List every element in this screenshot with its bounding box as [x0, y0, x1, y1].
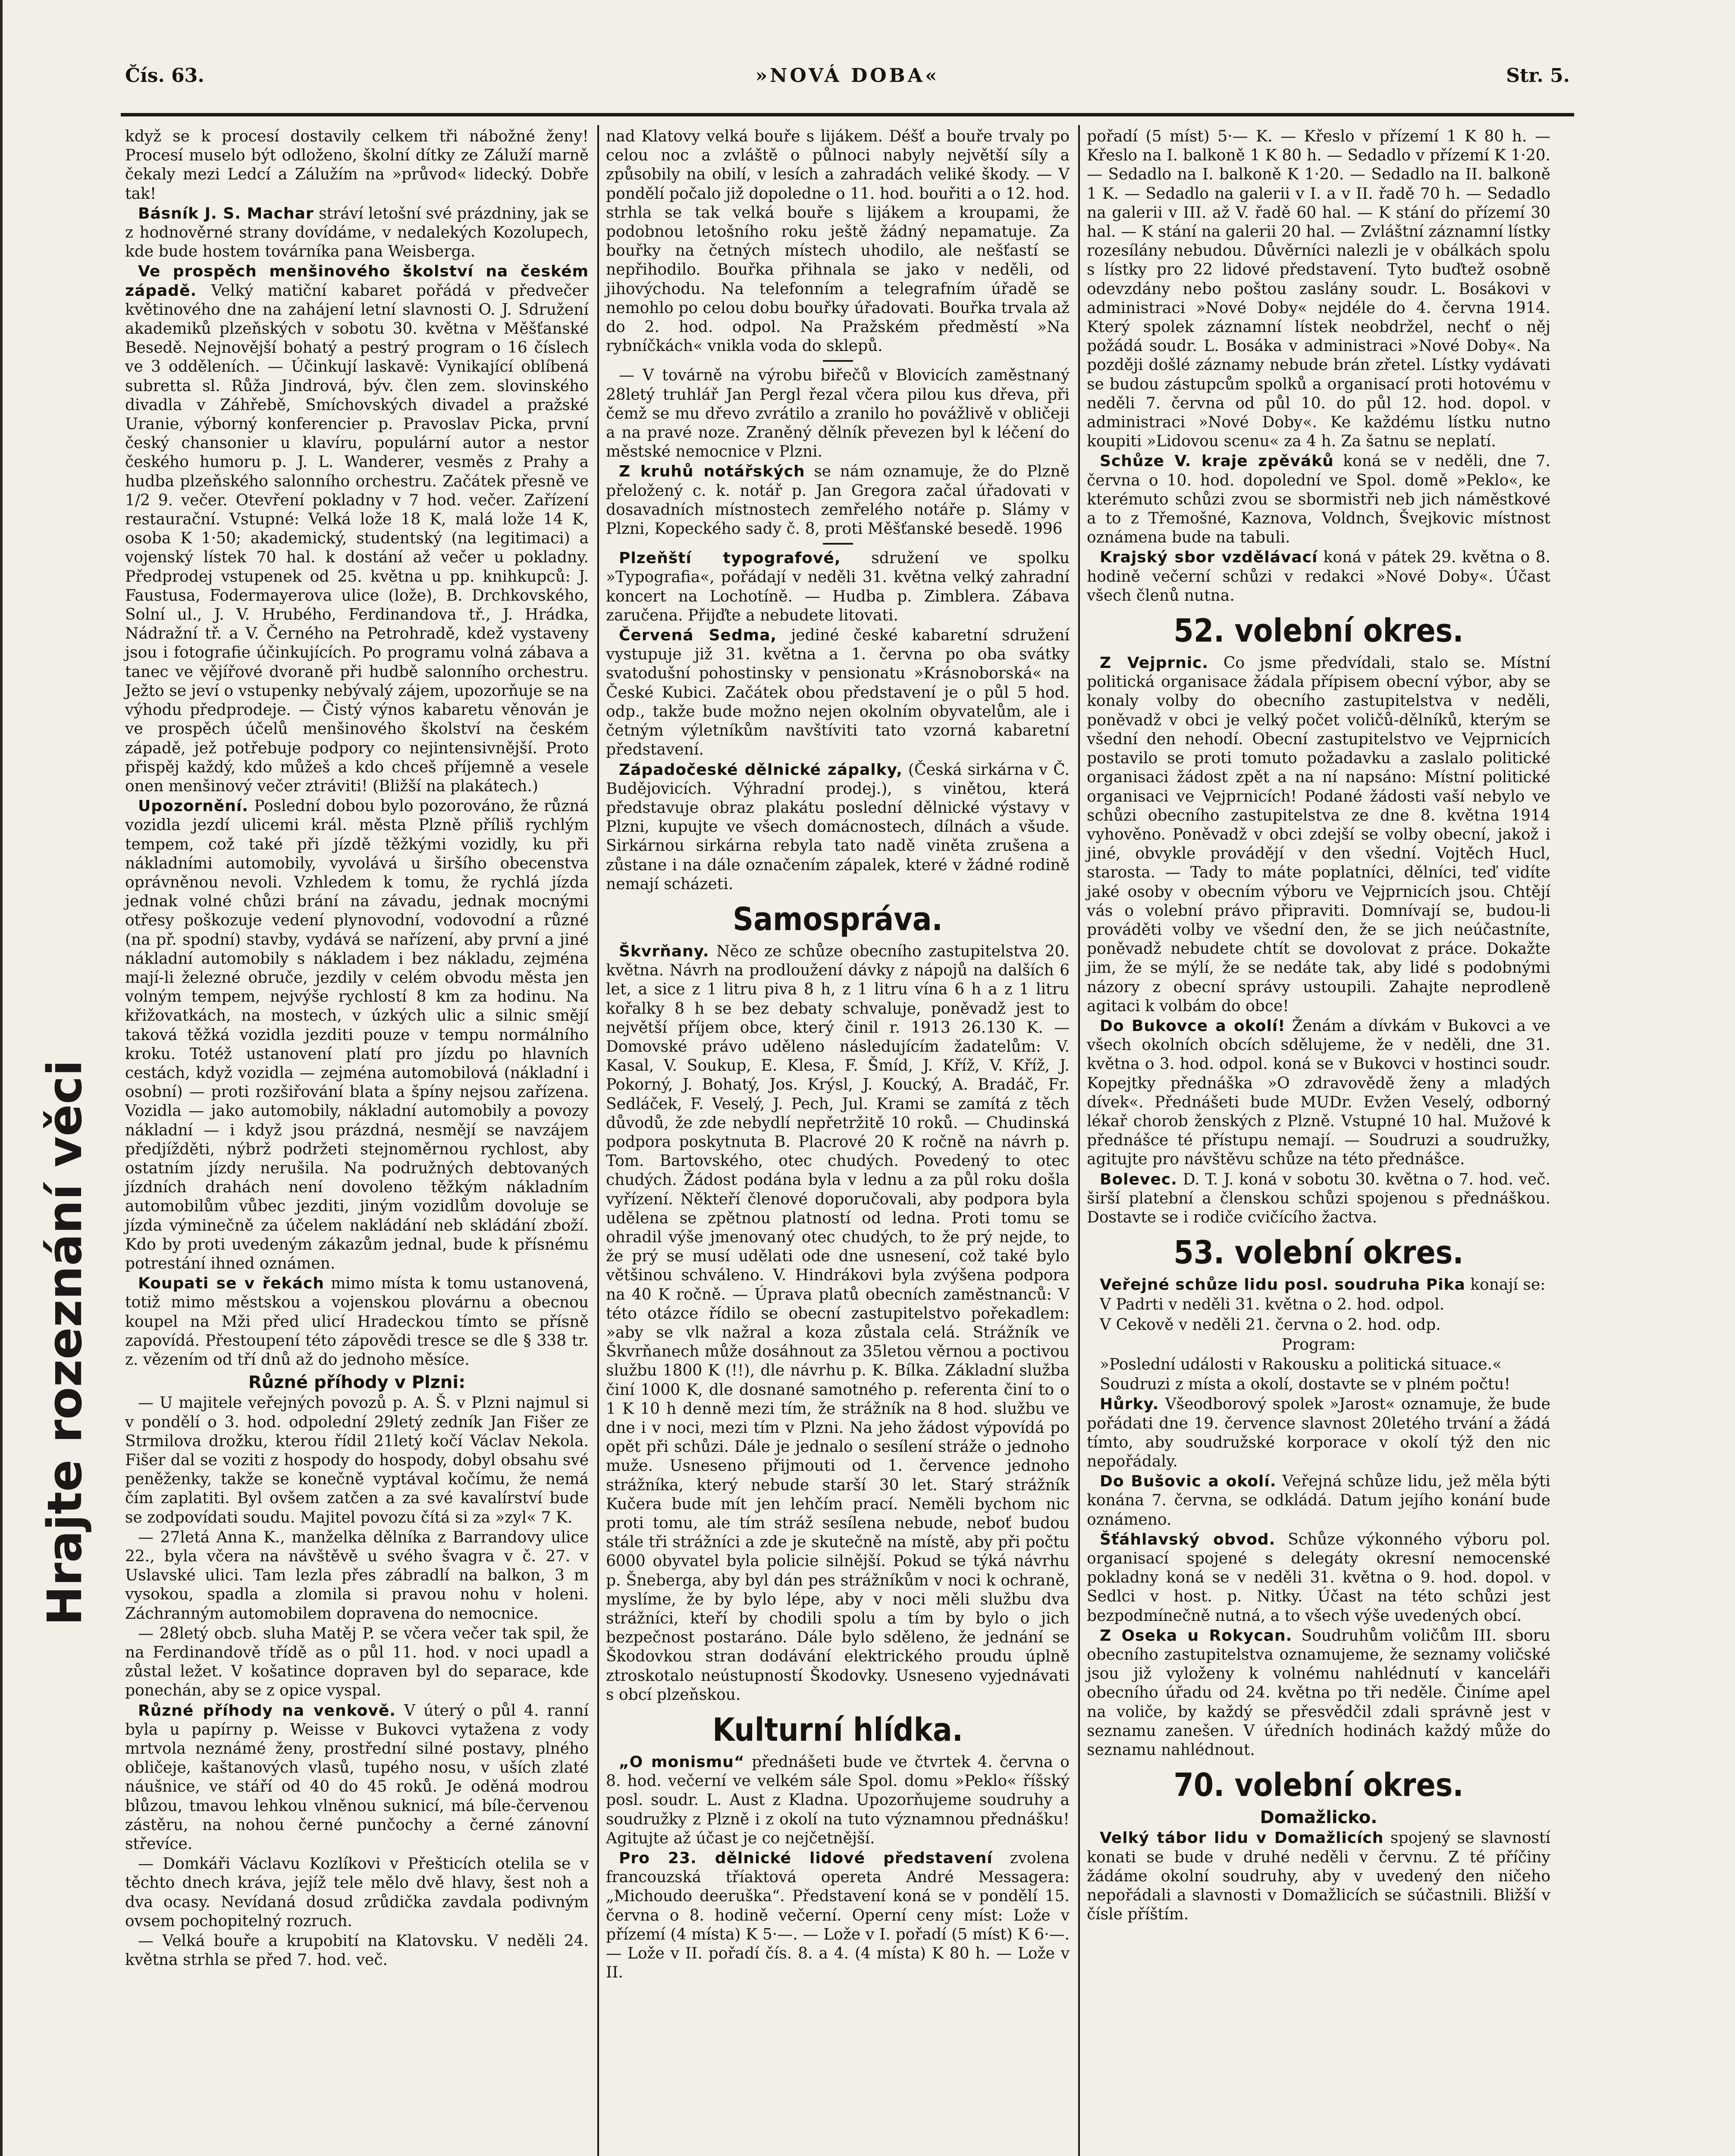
- article-paragraph: [606, 942, 1070, 1705]
- binding-edge: [0, 517, 92, 2113]
- section-heading: 70. volební okres.: [1173, 1767, 1464, 1804]
- article-text: (Česká sirkárna v Č. Budějovicích. Výhradní prodej.), s vinětou, která představuje obraz plakátu poslední dělnické výstavy v Plzni, kupujte ve všech domácnostech, dílnách a všude. Sirkárnou sirkárna rebyla tato nadě viněta zrušena a zůstane i na dále označením zápalek, které v žádné rodině nemají scházeti.: [606, 761, 1070, 893]
- article-headline: Básník J. S. Machar: [138, 204, 314, 222]
- article-headline: Krajský sbor vzdělávací: [1100, 548, 1318, 567]
- article-paragraph: [606, 127, 1070, 356]
- article-text: stráví letošní své prázdniny, jak se z hodnověrné strany dovídáme, v nedalekých Kozolupech, kde bude hostem továrníka pana Weisberga.: [125, 204, 589, 261]
- column-1: [125, 127, 589, 2156]
- article-text: — V továrně na výrobu biřečů v Blovicích zaměstnaný 28letý truhlář Jan Pergl řezal včera pilou kus dřeva, při čemž se mu dřevo zvrátilo a zranilo ho povážlivě v obličeji a na pravé noze. Zraněný dělník převezen byl k léčení do městské nemocnice v Plzni.: [606, 367, 1070, 461]
- article-paragraph: [1087, 1017, 1550, 1169]
- article-text: přednášeti bude ve čtvrtek 4. června o 8. hod. večerní ve velkém sále Spol. domu »Peklo« říšský posl. soudr. L. Aust z Kladna. Upozorňujeme soudruhy a soudružky z Plzně i z okolí na tuto významnou přednášku! Agitujte až účast je co nejčetnější.: [606, 1753, 1070, 1847]
- article-headline: Pro 23. dělnické lidové představení: [619, 1849, 993, 1868]
- article-paragraph: [606, 366, 1070, 461]
- column-divider: [1078, 125, 1080, 2156]
- article-paragraph: [125, 1855, 589, 1931]
- article-text: — 27letá Anna K., manželka dělníka z Barrandovy ulice 22., byla včera na návštěvě u svého švagra v č. 27. v Uslavské ulici. Tam lezla přes zábradlí na balkon, 3 m vysokou, spadla a zlomila si pravou nohu v holeni. Záchranným automobilem dopravena do nemocnice.: [125, 1528, 589, 1623]
- article-paragraph: [125, 127, 589, 204]
- article-text: nad Klatovy velká bouře s lijákem. Déšť a bouře trvaly po celou noc a zvláště o půlnoci nabyly největší síly a způsobily na obilí, v lesích a zahradách veliké škody. — V pondělí počalo již dopoledne o 11. hod. bouřiti a o 12. hod. strhla se tak velká bouře s lijákem a kroupami, že podobnou letošního roku ještě žádný nepamatuje. Za bouřky na četných místech uhodilo, ale nešťastí se nepřihodilo. Bouřka přihnala se jako v neděli, od jihovýchodu. Na telefonním a telegrafním úřadě se nemohlo po celou dobu bouřky úřadovati. Bouřka trvala až do 2. hod. odpol. Na Pražském předměstí »Na rybníčkách« vnikla voda do sklepů.: [606, 128, 1070, 355]
- article-headline: Koupati se v řekách: [138, 1275, 324, 1293]
- article-headline: Různé příhody na venkově.: [138, 1702, 396, 1720]
- article-paragraph: [1087, 1275, 1550, 1294]
- article-text: Ženám a dívkám v Bukovci a ve všech okolních obcích sdělujeme, že v neděli, dne 31. května o 3. hod. odpol. koná se v Bukovci v hostinci soudr. Kopejtky přednáška »O zdravovědě ženy a mladých dívek«. Přednášeti bude MUDr. Evžen Veselý, odborný lékař chorob ženských z Plzně. Vstupné 10 hal. Mužové k přednášce té přístupu nemají. — Soudruzi a soudružky, agitujte pro návštěvu schůze na této přednášce.: [1087, 1017, 1550, 1169]
- article-paragraph: [606, 549, 1070, 625]
- article-paragraph: [606, 1753, 1070, 1848]
- article-paragraph: [125, 1624, 589, 1701]
- article-paragraph: [1087, 1170, 1550, 1228]
- article-paragraph: [1087, 1335, 1550, 1354]
- article-headline: Bolevec.: [1100, 1170, 1177, 1188]
- column-divider: [597, 125, 599, 2156]
- article-text: Schůze výkonného výboru pol. organisací spojené s delegáty okresní nemocenské pokladny koná se v neděli 31. května o 9. hod. dopol. v Sedlci v host. p. Nitky. Účast na této schůzi jest bezpodmínečně nutná, a to všech výše uvedených obcí.: [1087, 1530, 1550, 1625]
- article-text: jediné české kabaretní sdružení vystupuje již 31. května a 1. června po oba svátky svatodušní pohostinsky v pensionatu »Krásnoborská« na České Kubici. Začátek obou představení je o půl 5 hod. odp., takže bude možno nejen okolním obyvatelům, ale i četným výletníkům navštíviti tato vzorná kabaretní představení.: [606, 627, 1070, 759]
- article-text: koná se v neděli, dne 7. června o 10. hod. dopolední ve Spol. domě »Peklo«, ke kterémuto schůzi zvou se sbormistři neb jich náměstkové a to z Třemošné, Kaznova, Voldnch, Švejkovic místnost oznámena bude na tabuli.: [1087, 452, 1550, 547]
- article-headline: Šťáhlavský obvod.: [1100, 1530, 1276, 1548]
- section-heading: Kulturní hlídka.: [712, 1711, 963, 1749]
- article-paragraph: [606, 761, 1070, 894]
- article-paragraph: [125, 1932, 589, 1970]
- article-headline: Ve prospěch menšinového školství na českém západě.: [125, 263, 589, 300]
- article-headline: Západočeské dělnické zápalky,: [619, 761, 903, 779]
- subheading: Domažlicko.: [1260, 1808, 1377, 1828]
- article-headline: Z kruhů notářských: [619, 463, 805, 481]
- binding-edge-text: Hrajte rozeznání věci: [37, 1059, 92, 1626]
- article-text: sdružení ve spolku »Typografia«, pořádají v neděli 31. května velký zahradní koncert na Lochotíně. — Hudba p. Zimblera. Zábava zaručena. Přijďte a nebudete litovati.: [606, 549, 1070, 624]
- separator: [823, 360, 853, 362]
- subheading: Různé příhody v Plzni:: [248, 1373, 466, 1393]
- article-paragraph: [606, 462, 1070, 539]
- column-2: [606, 127, 1070, 2156]
- article-headline: „O monismu“: [619, 1753, 745, 1771]
- article-paragraph: [125, 1394, 589, 1527]
- article-text: se nám oznamuje, že do Plzně přeložený c. k. notář p. Jan Gregora začal úřadovati v dosavadních místnostech zemřelého notáře p. Slámy v Plzni, Kopeckého sady č. 8, proti Měšťanské besedě. 1996: [606, 463, 1070, 538]
- article-text: když se k procesí dostavily celkem tři nábožné ženy! Procesí muselo být odloženo, školní dítky ze Záluží marně čekaly mezi Ledcí a Zálužím na »průvod« lidecký. Dobře tak!: [125, 128, 589, 203]
- header-rule: [121, 113, 1574, 116]
- article-headline: Upozornění.: [138, 797, 248, 815]
- article-paragraph: [1087, 1295, 1550, 1314]
- article-headline: Hůrky.: [1100, 1395, 1159, 1413]
- article-text: D. T. J. koná v sobotu 30. května o 7. hod. več. širší platební a členskou schůzi spojenou s přednáškou. Dostavte se i rodiče cvičícího žactva.: [1087, 1170, 1550, 1226]
- article-paragraph: [1087, 1626, 1550, 1760]
- article-paragraph: [125, 204, 589, 262]
- page-header: [125, 65, 1570, 99]
- article-text: V Cekově v neděli 21. června o 2. hod. odp.: [1100, 1316, 1441, 1334]
- article-paragraph: [1087, 452, 1550, 547]
- column-3: [1087, 127, 1550, 2156]
- article-headline: Schůze V. kraje zpěváků: [1100, 452, 1334, 470]
- page-number: Str. 5.: [1506, 65, 1570, 87]
- article-text: V úterý o půl 4. ranní byla u papírny p. Weisse v Bukovci vytažena z vody mrtvola neznámé ženy, prostřední silné postavy, plného obličeje, kaštanových vlasů, tupého nosu, v uších zlaté náušnice, ve stáří od 40 do 45 roků. Je oděná modrou blůzou, tmavou lehkou vlněnou suknicí, má bíle-červenou zástěru, na nohou černé punčochy a černé zánovní střevíce.: [125, 1702, 589, 1853]
- article-text: Poslední dobou bylo pozorováno, že různá vozidla jezdí ulicemi král. města Plzně příliš rychlým tempem, což také při jízdě těžkými vozidly, ku při nákladními automobily, vyvolává u širšího obecenstva oprávněnou nevoli. Vzhledem k tomu, že rychlá jízda jednak volné chůzi brání na závadu, jednak mocnými otřesy poškozuje vedení plynovodní, vodovodní a různé (na př. spodní) stavby, vydává se nařízení, aby první a jiné nákladní automobily s nákladem i bez nákladu, zejména mají-li železné obruče, jezdily v celém obvodu města jen volným tempem, nejvýše rychlostí 8 km za hodinu. Na křižovatkách, na mostech, v úzkých ulic a silnic smějí taková těžká vozidla jezditi pouze v tempu normálního kroku. Totéž ustanovení platí pro jízdu po hlavních cestách, když vozidla — zejména automobilová (nákladní i osobní) — proti rozšiřování blata a špíny nejsou zařízena. Vozidla — jako automobily, nákladní automobily a povozy nákladní — i když jsou prázdná, nesmějí se navzájem předjížděti, nýbrž podržeti stejnoměrnou rychlost, aby ostatním jízdy nerušila. Na podružných debtovaných jízdních drahách není dovoleno těžkým nákladním automobilům vůbec jezditi, jiným vozidlům dovoluje se jízda výminečně za účelem nakládání neb skládání zboží. Kdo by proti uvedeným zákazům jednal, bude k přísnému potrestání ihned oznámen.: [125, 797, 589, 1272]
- article-text: mimo místa k tomu ustanovená, totiž mimo městskou a vojenskou plovárnu a obecnou koupel na Mži před ulicí Hradeckou tímto se přísně zapovídá. Přestoupení této zápovědi tresce se dle § 338 tr. z. vězením od tří dnů až do jednoho měsíce.: [125, 1275, 589, 1369]
- article-paragraph: [125, 797, 589, 1273]
- article-paragraph: [1087, 1530, 1550, 1626]
- article-text: Všeodborový spolek »Jarost« oznamuje, že bude pořádati dne 19. července slavnost 20letého trvání a žádá tímto, aby soudružské korporace v okolí týž den nic nepořádaly.: [1087, 1395, 1550, 1470]
- article-paragraph: [125, 262, 589, 796]
- article-text: zvolena francouzská tříaktová opereta André Messagera: „Michoudo deeruška“. Představení koná se v pondělí 15. června o 8. hodině večerní. Operní ceny míst: Lože v přízemí (4 místa) K 5·—. — Lože v I. pořadí (5 míst) K 6·—. — Lože v II. pořadí čís. 8. a 4. (4 místa) K 80 h. — Lože v II.: [606, 1849, 1070, 1982]
- article-text: Co jsme předvídali, stalo se. Místní politická organisace žádala přípisem obecní výbor, aby se konaly volby do obecního zastupitelstva v neděli, poněvadž v obci je velký počet voličů-dělníků, kterým se všední den nehodí. Obecní zastupitelstvo ve Vejprnicích postavilo se proti tomuto požadavku a zaslalo politické organisaci žádost zpět a na ní napsáno: Místní politické organisaci ve Vejprnicích! Podané žádosti vaší nebylo ve schůzi obecního zastupitelstva ze dne 8. května 1914 vyhověno. Poněvadž v obci zdejší se volby obecní, jakož i jiné, obvykle provádějí v den všední. Vojtěch Hucl, starosta. — Tady to máte poplatníci, dělníci, teď vidíte jaké osoby v obecním výboru ve Vejprnicích jsou. Chtějí vás o volební právo připraviti. Domnívají se, budou-li prováděti volby ve všední den, že se jich neúčastníte, poněvadž nebudete chtít se dovolovat z práce. Dokažte jim, že se mýlí, že se nedáte tak, aby lidé s podobnými názory z obecní správy ustoupili. Zahajte neprodleně agitaci k volbám do obce!: [1087, 654, 1550, 1015]
- article-paragraph: [1087, 654, 1550, 1016]
- section-heading: Samospráva.: [733, 900, 943, 938]
- article-headline: Škvrňany.: [619, 942, 709, 960]
- article-text: — Domkáři Václavu Kozlíkovi v Přešticích otelila se v těchto dnech kráva, jejíž tele mělo dvě hlavy, šest noh a dva ocasy. Nevídaná dosud zrůdička zavdala podivným ovsem pochopitelný rozruch.: [125, 1855, 589, 1930]
- article-paragraph: [1087, 1355, 1550, 1374]
- article-text: Velký matiční kabaret pořádá v předvečer květinového dne na zahájení letní slavnosti O. J. Sdružení akademiků plzeňských v sobotu 30. května v Měšťanské Besedě. Nejnovější bohatý a pestrý program o 16 číslech ve 3 odděleních. — Účinkují laskavě: Vynikající oblíbená subretta sl. Růža Jindrová, býv. člen zem. slovinského divadla v Záhřebě, Smíchovských divadel a pražské Uranie, výborný konferencier p. Pravoslav Picka, první český chansonier u klavíru, populární autor a nestor českého humoru p. J. L. Wanderer, vesměs z Prahy a hudba plzeňského salonního orchestru. Začátek přesně ve 1/2 9. večer. Otevření pokladny v 7 hod. večer. Zařízení restaurační. Vstupné: Velká lože 18 K, malá lože 14 K, osoba K 1·50; akademický, studentský (na legitimaci) a vojenský lístek 70 hal. k dostání až večer u pokladny. Předprodej vstupenek od 25. května u pp. knihkupců: J. Faustusa, Fodermayerova ulice (lože), B. Drchkovského, Solní ul., J. V. Hrubého, Ferdinandova tř., J. Hrádka, Nádražní tř. a V. Černého na Petrohradě, kdež vystaveny jsou i fotografie účinkujících. Po programu volná zábava a tanec ve vějířové dvoraně při hudbě salonního orchestru. Ježto se jeví o vstupenky nebývalý zájem, upozorňuje se na výhodu předprodeje. — Čistý výnos kabaretu věnován je ve prospěch účelů menšinového školství na českém západě, jež potřebuje podpory co nejintensivnější. Proto přispěj každý, kdo můžeš a kdo chceš příjemně a vesele onen menšinový večer ztráviti! (Bližší na plakátech.): [125, 282, 589, 795]
- article-paragraph: [1087, 1395, 1550, 1471]
- article-paragraph: [606, 626, 1070, 759]
- article-headline: Červená Sedma,: [619, 627, 777, 645]
- article-text: »Poslední události v Rakousku a politická situace.«: [1100, 1355, 1502, 1373]
- issue-number: Čís. 63.: [125, 65, 204, 87]
- section-heading: 52. volební okres.: [1173, 612, 1464, 650]
- article-paragraph: [1087, 127, 1550, 451]
- article-text: Soudruzi z místa a okolí, dostavte se v plném počtu!: [1100, 1376, 1511, 1394]
- separator: [823, 543, 853, 545]
- article-paragraph: [1087, 1316, 1550, 1335]
- article-text: Veřejná schůze lidu, jež měla býti konána 7. června, se odkládá. Datum jejího konání bude oznámeno.: [1087, 1473, 1550, 1529]
- article-text: V Padrti v neděli 31. května o 2. hod. odpol.: [1100, 1296, 1445, 1314]
- article-text: Program:: [1281, 1335, 1356, 1354]
- article-text: — Velká bouře a krupobití na Klatovsku. V neděli 24. května strhla se před 7. hod. več.: [125, 1932, 589, 1969]
- article-paragraph: [1087, 548, 1550, 605]
- article-headline: Do Bukovce a okolí!: [1100, 1017, 1286, 1035]
- article-text: Soudruhům voličům III. sboru obecního zastupitelstva oznamujeme, že seznamy voličské jsou již vyloženy k volnému nahlédnutí v kanceláři obecního úřadu od 24. května po tři neděle. Činíme apel na voliče, by každý se přesvědčil zdali správně jest v seznamu zanešen. V úředních hodinách každý může do seznamu nahlédnout.: [1087, 1626, 1550, 1759]
- article-text: konají se:: [1470, 1276, 1546, 1294]
- newspaper-title: »NOVÁ DOBA«: [755, 65, 940, 87]
- section-heading: 53. volební okres.: [1173, 1234, 1464, 1272]
- article-text: — U majitele veřejných povozů p. A. Š. v Plzni najmul si v pondělí o 3. hod. odpolední 29letý zedník Jan Fišer ze Strmilova drožku, kterou řídil 21letý kočí Václav Nekola. Fišer dal se voziti z hospody do hospody, dobyl obsahu své peněženky, takže se konečně vyptával kočímu, že nemá čím zaplatiti. Byl ovšem zatčen a za své kavalírství bude se zodpovídati soudu. Majitel povozu čítá si za »zyl« 7 K.: [125, 1394, 589, 1526]
- article-paragraph: [125, 1528, 589, 1623]
- article-text: spojený se slavností konati se bude v druhé neděli v červnu. Z té příčiny žádáme okolní soudruhy, aby v uvedený den ničeho nepořádali a slavnosti v Domažlicích se súčastnili. Bližší v čísle příštím.: [1087, 1829, 1550, 1924]
- article-headline: Plzeňští typografové,: [619, 549, 841, 567]
- article-text: koná v pátek 29. května o 8. hodině večerní schůzi v redakci »Nové Doby«. Účast všech členů nutna.: [1087, 548, 1550, 605]
- article-paragraph: [125, 1274, 589, 1369]
- article-paragraph: [1087, 1829, 1550, 1924]
- article-headline: Z Oseka u Rokycan.: [1100, 1626, 1293, 1645]
- article-headline: Z Vejprnic.: [1100, 654, 1209, 672]
- article-text: — 28letý obcb. sluha Matěj P. se včera večer tak spil, že na Ferdinandově třídě as o půl 11. hod. v noci upadl a zůstal ležet. V košatince dopraven byl do separace, kde ponechán, aby se z opice vyspal.: [125, 1624, 589, 1700]
- article-paragraph: [606, 1849, 1070, 1982]
- article-paragraph: [125, 1702, 589, 1854]
- article-paragraph: [1087, 1472, 1550, 1529]
- article-headline: Veřejné schůze lidu posl. soudruha Pika: [1100, 1276, 1465, 1294]
- article-paragraph: [1087, 1375, 1550, 1394]
- article-text: Něco ze schůze obecního zastupitelstva 20. května. Návrh na prodloužení dávky z nápojů na dalších 6 let, a sice z 1 litru piva 8 h, z 1 litru vína 6 h a z 1 litru kořalky 8 h se bez debaty schvaluje, poněvadž jest to největší příjem obce, který činil r. 1913 26.130 K. — Domovské právo uděleno následujícím žadatelům: V. Kasal, V. Soukup, E. Klesa, F. Šmíd, J. Kříž, V. Kříž, J. Pokorný, J. Bohatý, Jos. Krýsl, J. Koucký, A. Bradáč, Fr. Sedláček, F. Veselý, J. Pech, Jul. Krami se zamítá z těch důvodů, že zde nebydlí nepřetržitě 10 roků. — Chudinská podpora poskytnuta B. Placrové 20 K ročně na návrh p. Tom. Bartovského, otec chudých. Povedený to otec chudých. Žádost podána byla v lednu a za půl roku došla vyřízení. Někteří členové doporučovali, aby podpora byla udělena se zpětnou platností od ledna. Proti tomu se ohradil výše jmenovaný otec chudých, to že prý nejde, to že prý se musí udělati ode dne usnesení, což také bylo většinou schváleno. V. Hindrákovi byla zvýšena podpora na 40 K ročně. — Úprava platů obecních zaměstnanců: V této otázce řídilo se obecní zastupitelstvo pořekadlem: »aby se vlk nažral a koza zůstala celá. Strážník ve Škvrňanech může dosáhnout za 35letou věrnou a poctivou službu 1800 K (!!), dle návrhu p. K. Bílka. Základní služba činí 1000 K, dle dosnané samotného p. referenta činí to o 1 K 10 h denně mezi tím, že strážník na 8 hod. službu ve dne i v noci, mezi tím v Plzni. Na jeho žádost výpovídá po opět při schůzi. Dále je jednalo o sesílení stráže o jednoho muže. Usneseno přijmouti od 1. července jednoho strážníka, který nebude starší 30 let. Starý strážník Kučera bude mít jen lehčím prací. Neměli bychom nic proti tomu, ale tím stráž sesílena nebude, neboť budou stále tři strážníci a zde je skutečně na místě, aby při počtu 6000 obyvatel byla policie silnější. Pokud se týká návrhu p. Šneberga, aby byl dán pes strážníkům v noci k ochraně, myslíme, že by bylo lépe, aby v noci měli službu dva strážníci, kteří by chodili spolu a tím by bylo o jich bezpečnost postaráno. Dále bylo sděleno, že jednání se Škodovkou stran dodávání elektrického proudu úplně ztroskotalo neústupností Škodovky. Usneseno vyjednávati s obcí plzeňskou.: [606, 942, 1070, 1704]
- article-text: pořadí (5 míst) 5·— K. — Křeslo v přízemí 1 K 80 h. — Křeslo na I. balkoně 1 K 80 h. — Sedadlo v přízemí K 1·20. — Sedadlo na I. balkoně K 1·20. — Sedadlo na II. balkoně 1 K. — Sedadlo na galerii v I. a v II. řadě 70 h. — Sedadlo na galerii v III. až V. řadě 60 hal. — K stání do přízemí 30 hal. — K stání na galerii 20 hal. — Zvláštní záznamní lístky rozesílány nebudou. Důvěrníci nalezli je v obálkách spolu s lístky pro 22 lidové představení. Tyto buďtež osobně odevzdány nebo poštou zaslány soudr. L. Bosákovi v administraci »Nové Doby« nejdéle do 4. června 1914. Který spolek záznamní lístek neobdržel, nechť o něj požádá soudr. L. Bosáka v administraci »Nové Doby«. Na později došlé záznamy nebude brán zřetel. Lístky vydávati se budou zástupcům spolků a organisací proti hotovému v neděli 7. června od půl 10. do půl 12. hod. dopol. v administraci »Nové Doby«. Ke každému lístku nutno koupiti »Lidovou scenu« za 4 h. Za šatnu se neplatí.: [1087, 128, 1550, 451]
- article-headline: Velký tábor lidu v Domažlicích: [1100, 1829, 1384, 1847]
- article-headline: Do Bušovic a okolí.: [1100, 1473, 1277, 1491]
